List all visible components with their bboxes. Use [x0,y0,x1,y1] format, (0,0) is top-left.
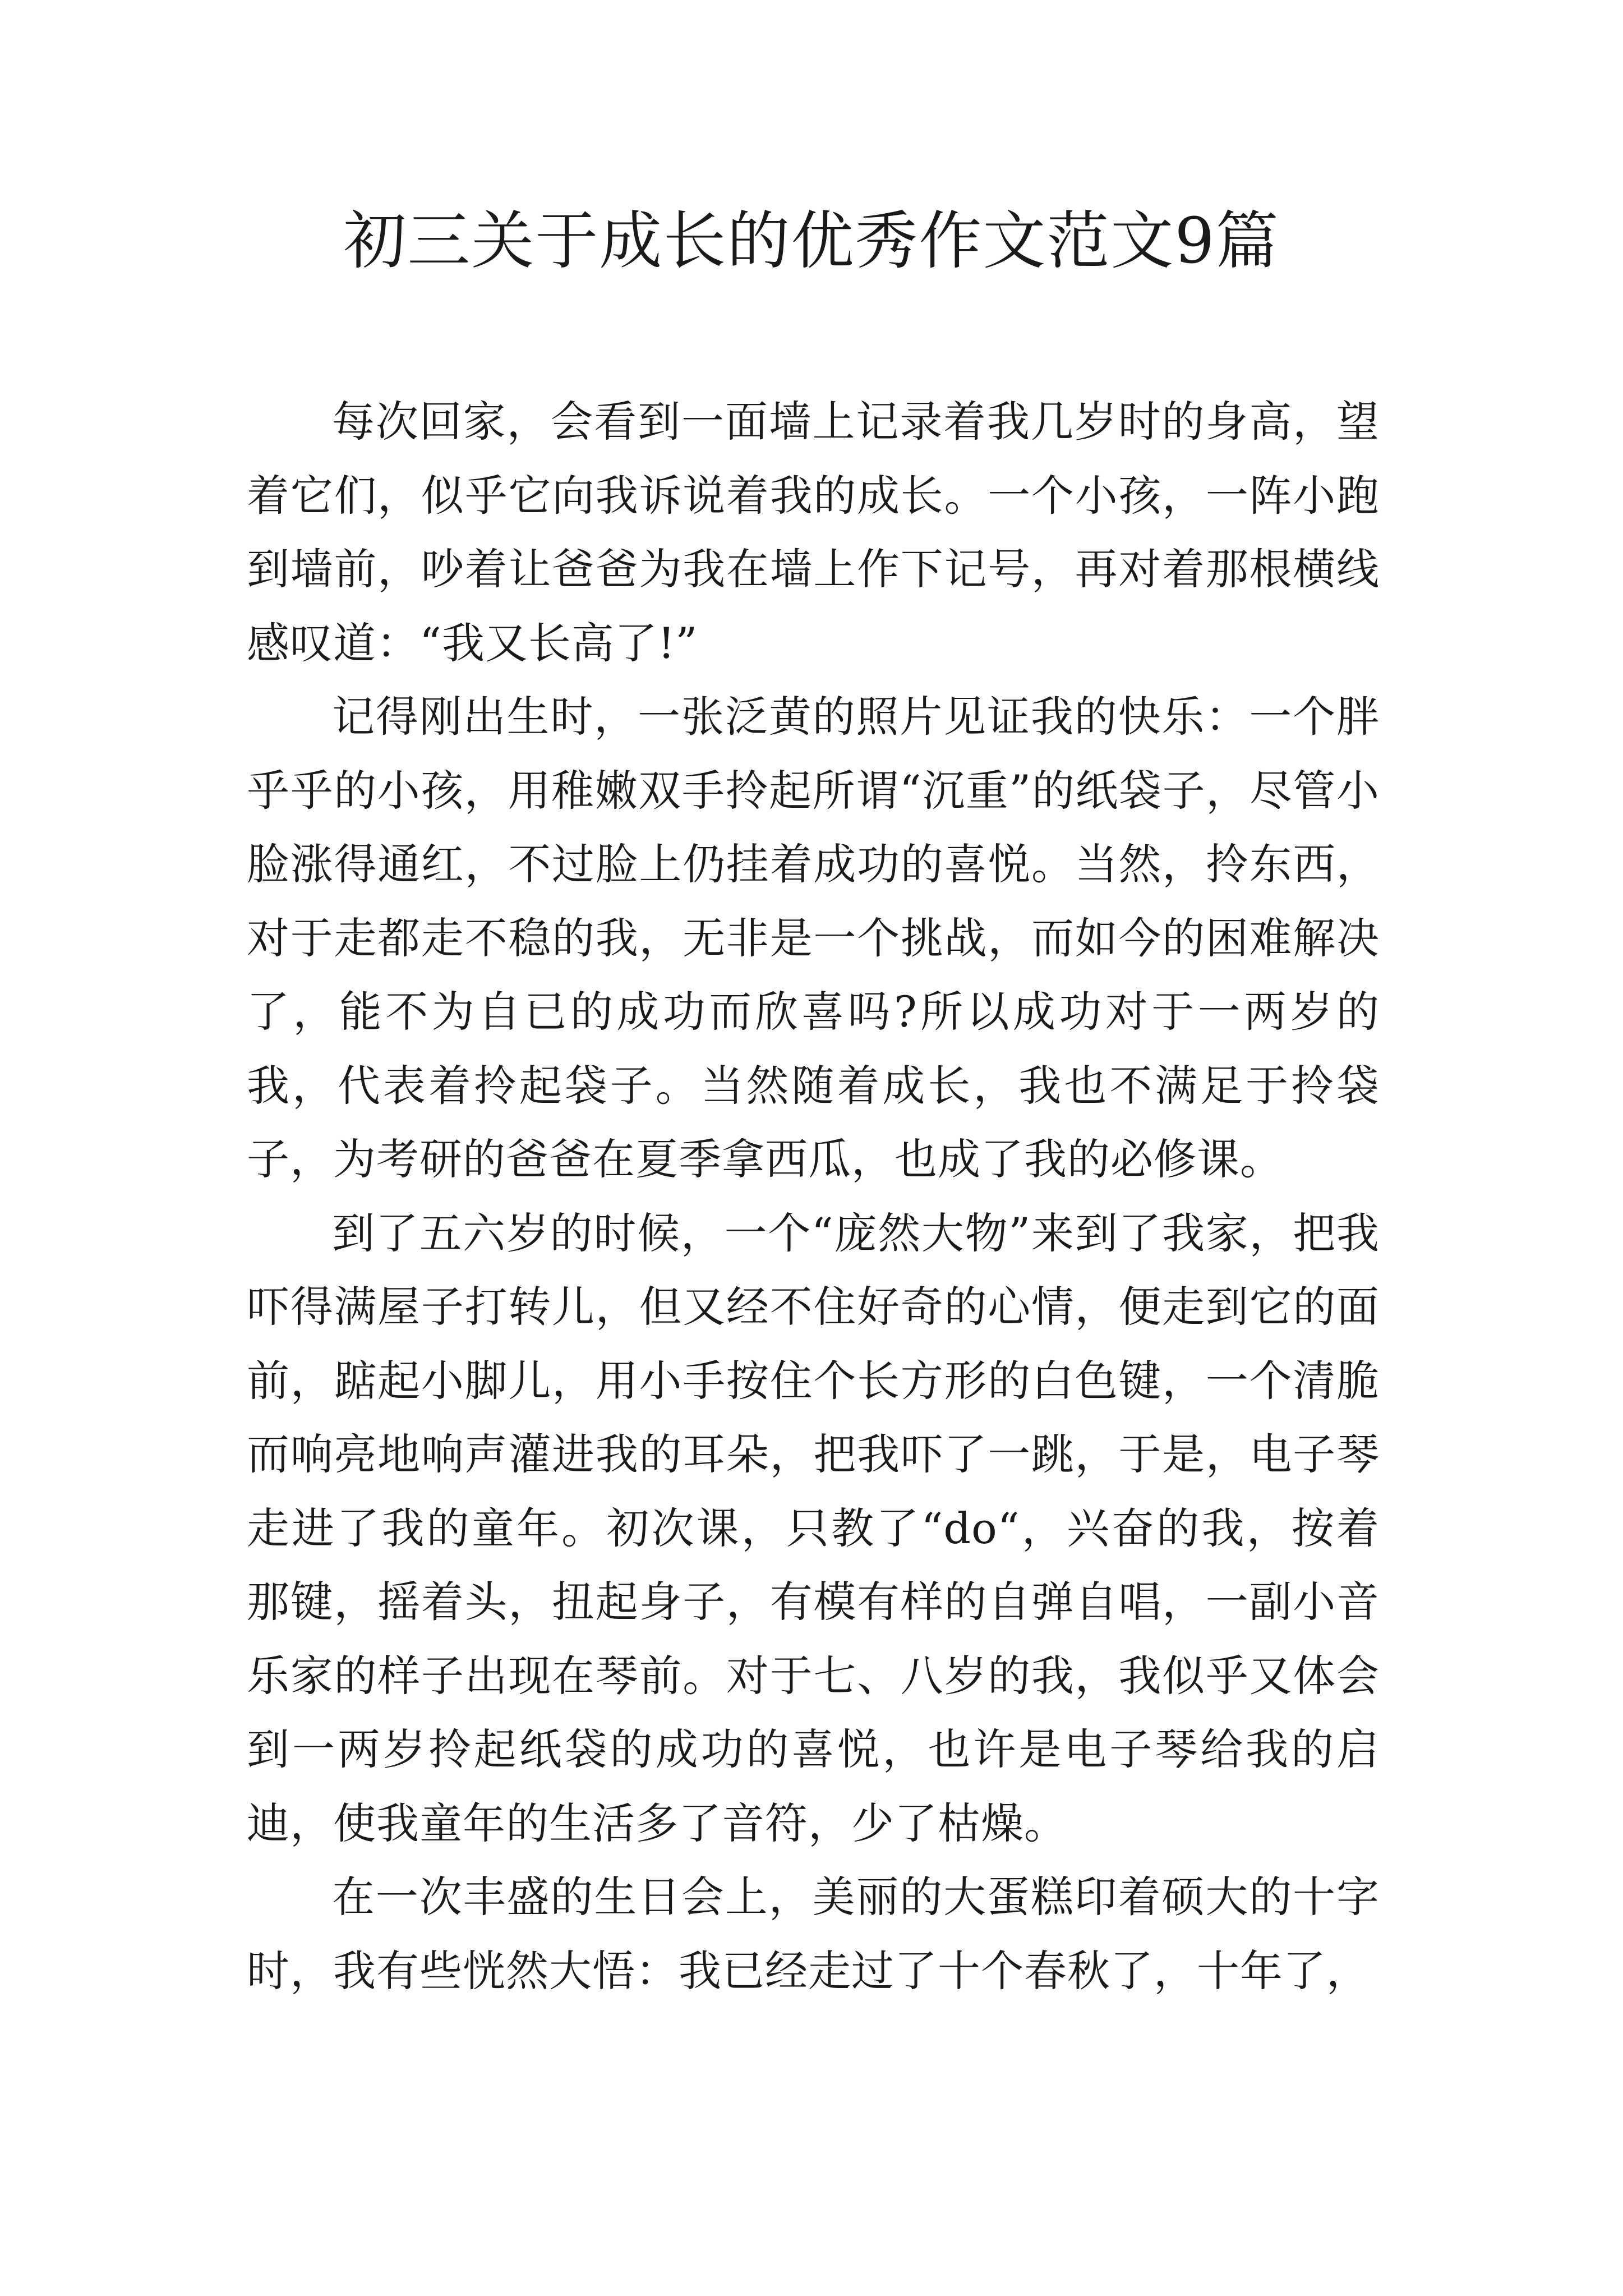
paragraph-3: 到了五六岁的时候，一个“庞然大物”来到了我家，把我吓得满屋子打转儿，但又经不住好奇的心情，便走到它的面前，踮起小脚儿，用小手按住个长方形的白色键，一个清脆而响亮地响声灌进我的耳朵，把我吓了一跳，于是，电子琴走进了我的童年。初次课，只教了“do“，兴奋的我，按着那键，摇着头，扭起身子，有模有样的自弹自唱，一副小音乐家的样子出现在琴前。对于七、八岁的我，我似乎又体会到一两岁拎起纸袋的成功的喜悦，也许是电子琴给我的启迪，使我童年的生活多了音符，少了枯燥。 [247,1208,1380,1848]
paragraph-4: 在一次丰盛的生日会上，美丽的大蛋糕印着硕大的十字时，我有些恍然大悟：我已经走过了十个春秋了，十年了， [247,1872,1380,1996]
document-body [247,385,1380,2008]
paragraph-1: 每次回家，会看到一面墙上记录着我几岁时的身高，望着它们，似乎它向我诉说着我的成长。一个小孩，一阵小跑到墙前，吵着让爸爸为我在墙上作下记号，再对着那根横线感叹道：“我又长高了!” [247,397,1380,668]
document-title: 初三关于成长的优秀作文范文9篇 [343,205,1280,278]
paragraph-2: 记得刚出生时，一张泛黄的照片见证我的快乐：一个胖乎乎的小孩，用稚嫩双手拎起所谓“沉重”的纸袋子，尽管小脸涨得通红，不过脸上仍挂着成功的喜悦。当然，拎东西，对于走都走不稳的我，无非是一个挑战，而如今的困难解决了，能不为自已的成功而欣喜吗?所以成功对于一两岁的我，代表着拎起袋子。当然随着成长，我也不满足于拎袋子，为考研的爸爸在夏季拿西瓜，也成了我的必修课。 [247,692,1380,1184]
